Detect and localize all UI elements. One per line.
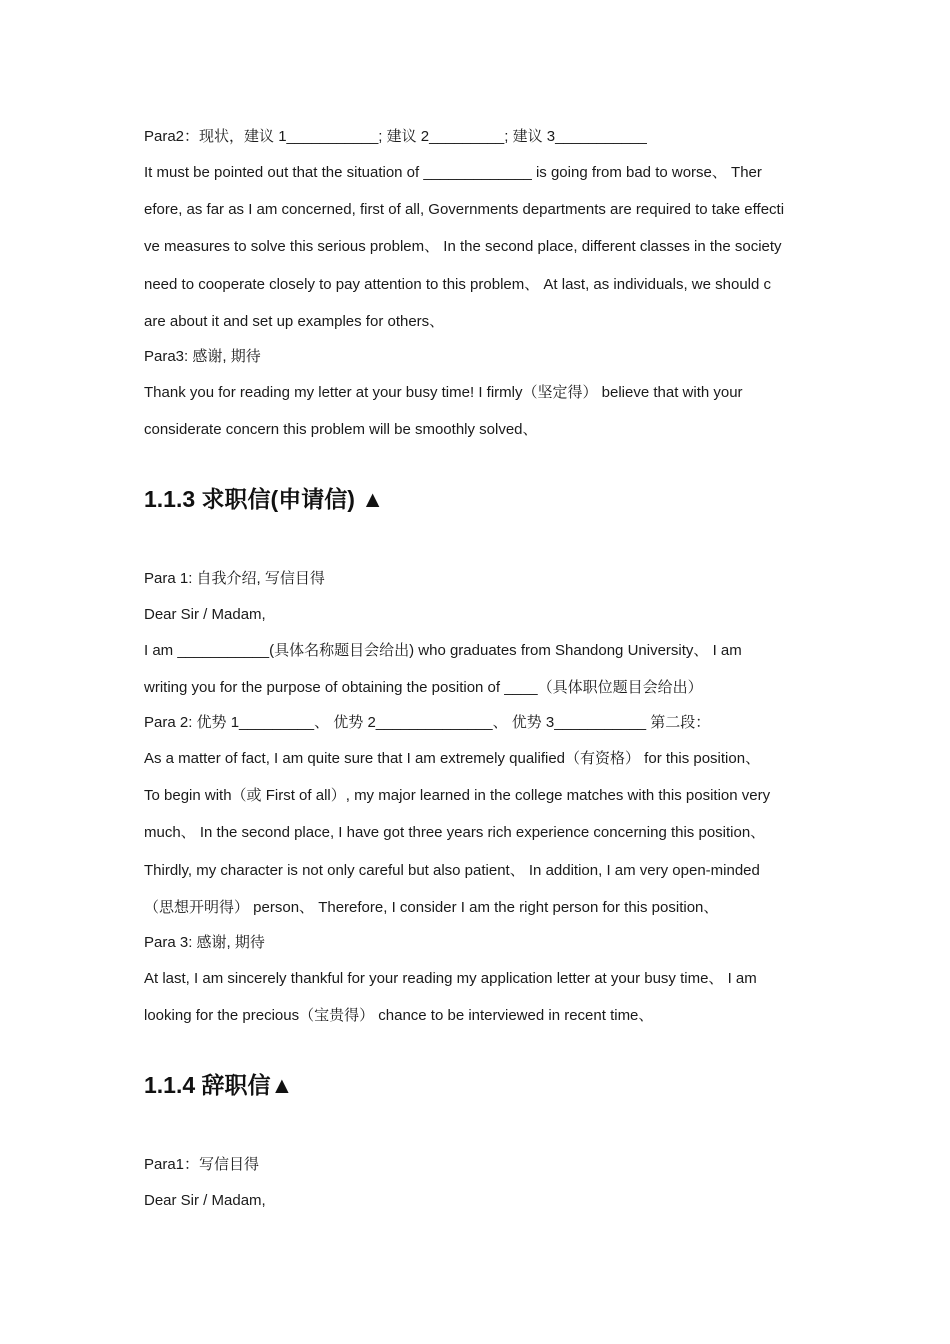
job-para1-line-2: writing you for the purpose of obtaining the position of ____（具体职位题目会给出） bbox=[144, 679, 703, 696]
job-para3-line-2: looking for the precious（宝贵得） chance to be interviewed in recent time、 bbox=[144, 1007, 654, 1024]
para2-line-5: are about it and set up examples for others、 bbox=[144, 313, 445, 330]
section-heading-resignation-letter: 1.1.4 辞职信▲ bbox=[144, 1072, 294, 1098]
para2-line-3: ve measures to solve this serious problem、 In the second place, different classes in the society bbox=[144, 238, 782, 255]
job-para3-label: Para 3: 感谢, 期待 bbox=[144, 934, 265, 951]
resign-para1-label: Para1：写信目得 bbox=[144, 1156, 260, 1173]
job-para1-line-1: I am ___________(具体名称题目会给出) who graduates from Shandong University、 I am bbox=[144, 642, 742, 659]
job-para2-label: Para 2: 优势 1_________、 优势 2______________、 优势 3___________ 第二段： bbox=[144, 714, 711, 731]
job-para2-line-1: As a matter of fact, I am quite sure that I am extremely qualified（有资格） for this position、 bbox=[144, 750, 761, 767]
para2-line-2: efore, as far as I am concerned, first of all, Governments departments are required to take effecti bbox=[144, 201, 785, 218]
job-para3-line-1: At last, I am sincerely thankful for your reading my application letter at your busy time、 I am bbox=[144, 970, 757, 987]
section-heading-job-letter: 1.1.3 求职信(申请信) ▲ bbox=[144, 486, 385, 512]
resign-salutation: Dear Sir / Madam, bbox=[144, 1192, 266, 1209]
job-para1-label: Para 1: 自我介绍, 写信目得 bbox=[144, 570, 325, 587]
para3-line-2: considerate concern this problem will be smoothly solved、 bbox=[144, 421, 538, 438]
job-para2-line-2: To begin with（或 First of all）, my major learned in the college matches with this position very bbox=[144, 787, 771, 804]
para3-line-1: Thank you for reading my letter at your busy time! I firmly（坚定得） believe that with your bbox=[144, 384, 743, 401]
para2-line-1: It must be pointed out that the situation of _____________ is going from bad to worse、 Ther bbox=[144, 164, 762, 181]
para3-label: Para3: 感谢, 期待 bbox=[144, 348, 261, 365]
job-para2-line-4: Thirdly, my character is not only careful but also patient、 In addition, I am very open-minded bbox=[144, 862, 760, 879]
job-para2-line-3: much、 In the second place, I have got three years rich experience concerning this position、 bbox=[144, 824, 766, 841]
job-para2-line-5: （思想开明得） person、 Therefore, I consider I am the right person for this position、 bbox=[144, 899, 719, 916]
para2-line-4: need to cooperate closely to pay attention to this problem、 At last, as individuals, we should c bbox=[144, 276, 772, 293]
job-salutation: Dear Sir / Madam, bbox=[144, 606, 266, 623]
para2-label: Para2：现状，建议 1___________; 建议 2_________; 建议 3___________ bbox=[144, 128, 647, 145]
